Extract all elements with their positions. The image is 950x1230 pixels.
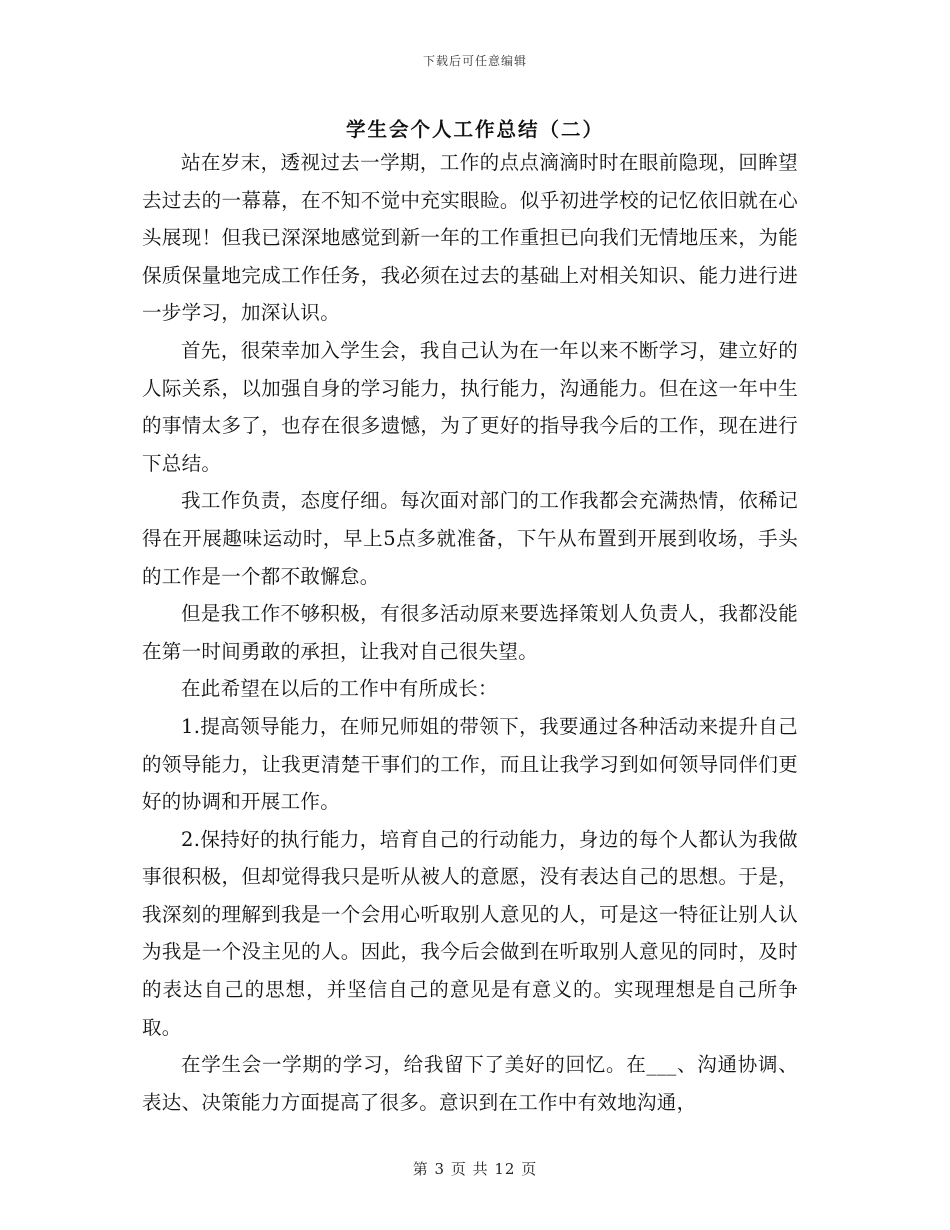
paragraph: 我工作负责，态度仔细。每次面对部门的工作我都会充满热情，依稀记得在开展趣味运动时，早上5点多就准备，下午从布置到开展到收场，手头的工作是一个都不敢懈怠。 bbox=[142, 489, 798, 588]
paragraph: 但是我工作不够积极，有很多活动原来要选择策划人负责人，我都没能在第一时间勇敢的承担，让我对自己很失望。 bbox=[142, 602, 798, 663]
paragraph: 站在岁末，透视过去一学期，工作的点点滴滴时时在眼前隐现，回眸望去过去的一幕幕，在不知不觉中充实眼睑。似乎初进学校的记忆依旧就在心头展现！但我已深深地感觉到新一年的工作重担已向我们无情地压来，为能保质保量地完成工作任务，我必须在过去的基础上对相关知识、能力进行进一步学习，加深认识。 bbox=[142, 151, 798, 325]
paragraph: 在学生会一学期的学习，给我留下了美好的回忆。在___、沟通协调、表达、决策能力方面提高了很多。意识到在工作中有效地沟通， bbox=[142, 1053, 798, 1114]
page-footer: 第 3 页 共 12 页 bbox=[412, 1160, 538, 1178]
document-title: 学生会个人工作总结（二） bbox=[345, 118, 604, 141]
paragraph: 在此希望在以后的工作中有所成长： bbox=[181, 677, 498, 701]
document-body bbox=[142, 144, 798, 1121]
page-header: 下载后可任意编辑 bbox=[422, 54, 527, 68]
paragraph: 首先，很荣幸加入学生会，我自己认为在一年以来不断学习，建立好的人际关系，以加强自身的学习能力，执行能力，沟通能力。但在这一年中生的事情太多了，也存在很多遗憾，为了更好的指导我今后的工作，现在进行下总结。 bbox=[142, 338, 798, 475]
paragraph-list-item-1: 1.提高领导能力，在师兄师姐的带领下，我要通过各种活动来提升自己的领导能力，让我更清楚干事们的工作，而且让我学习到如何领导同伴们更好的协调和开展工作。 bbox=[142, 714, 798, 814]
paragraph-list-item-2: 2.保持好的执行能力，培育自己的行动能力，身边的每个人都认为我做事很积极，但却觉得我只是听从被人的意愿，没有表达自己的思想。于是，我深刻的理解到我是一个会用心听取别人意见的人，可是这一特征让别人认为我是一个没主见的人。因此，我今后会做到在听取别人意见的同时，及时的表达自己的思想，并坚信自己的意见是有意义的。实现理想是自己所争取。 bbox=[142, 827, 798, 1039]
